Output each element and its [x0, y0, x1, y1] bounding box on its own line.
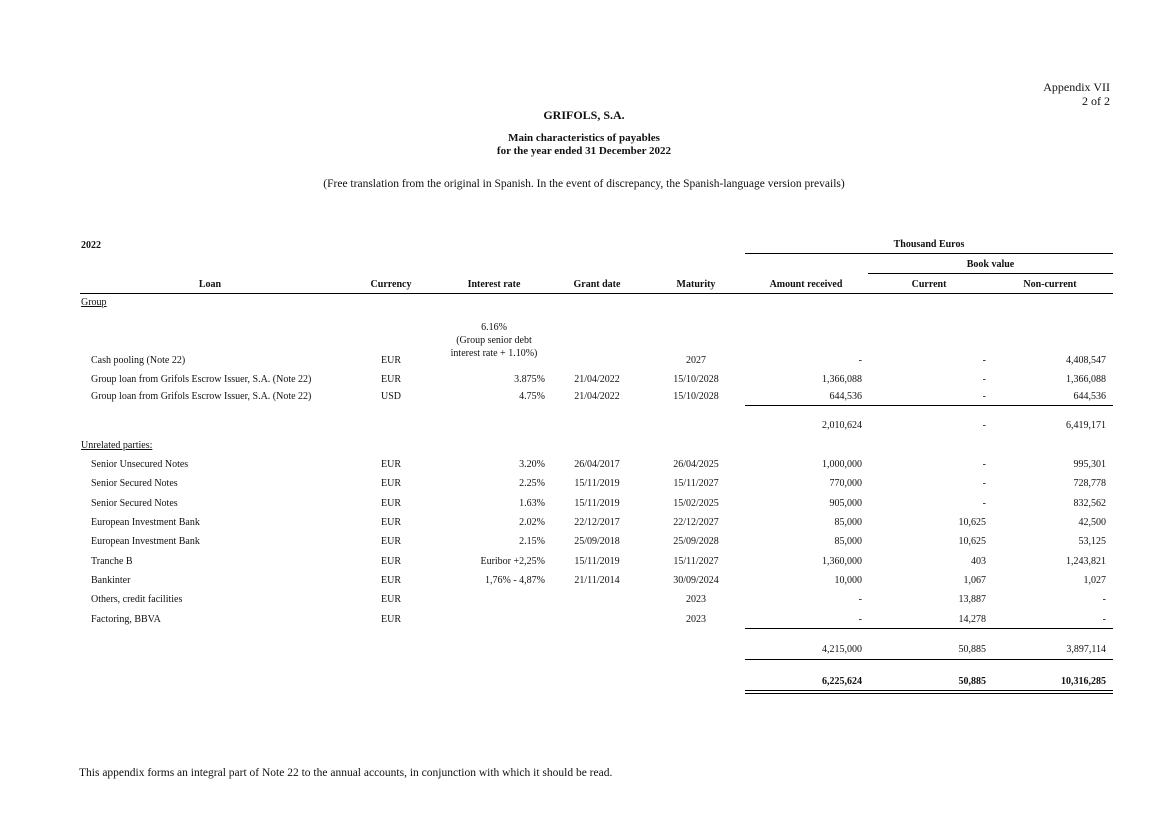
table-row: [0, 459, 1168, 473]
col-current: Current: [911, 279, 947, 290]
loan-name: Cash pooling (Note 22): [91, 355, 186, 366]
table-row: [0, 594, 1168, 608]
amount-received: 10,000: [834, 575, 862, 586]
unrelated-total-row: [0, 644, 1168, 658]
grant-date: 15/11/2019: [574, 556, 620, 567]
rate-line: 6.16%: [481, 322, 507, 333]
table-row: [0, 478, 1168, 492]
interest-rate: 2.25%: [519, 478, 545, 489]
current-value: 403: [971, 556, 986, 567]
interest-rate: 4.75%: [519, 391, 545, 402]
currency: EUR: [381, 536, 401, 547]
rate-line: (Group senior debt: [456, 335, 532, 346]
interest-rate: Euribor +2,25%: [480, 556, 545, 567]
grant-date: 21/04/2022: [574, 391, 620, 402]
table-row: [0, 556, 1168, 570]
maturity: 30/09/2024: [673, 575, 719, 586]
amount-received: 1,366,088: [822, 374, 862, 385]
company-name: GRIFOLS, S.A.: [543, 108, 625, 122]
loan-name: Senior Secured Notes: [91, 478, 178, 489]
col-maturity: Maturity: [676, 279, 716, 290]
footer-note: This appendix forms an integral part of Note 22 to the annual accounts, in conjunction with which it should be read.: [79, 767, 613, 779]
non-current-value: 53,125: [1078, 536, 1106, 547]
loan-name: Factoring, BBVA: [91, 614, 161, 625]
currency: EUR: [381, 614, 401, 625]
table-row: [0, 575, 1168, 589]
currency: EUR: [381, 517, 401, 528]
table-row: [0, 374, 1168, 388]
grant-date: 15/11/2019: [574, 498, 620, 509]
interest-rate: 1,76% - 4,87%: [485, 575, 545, 586]
amount-received: 1,360,000: [822, 556, 862, 567]
current-value: 10,625: [958, 536, 986, 547]
non-current-value: 995,301: [1073, 459, 1106, 470]
non-current-value: 1,366,088: [1066, 374, 1106, 385]
currency: EUR: [381, 594, 401, 605]
col-amount-received: Amount received: [769, 279, 843, 290]
current-value: 10,625: [958, 517, 986, 528]
loan-name: European Investment Bank: [91, 536, 200, 547]
document-title: [0, 132, 1168, 158]
unrelated-total-amount: 4,215,000: [822, 644, 862, 655]
unit-rule: [745, 253, 1113, 254]
grant-date: 22/12/2017: [574, 517, 620, 528]
col-grant-date: Grant date: [573, 279, 621, 290]
grant-date: 26/04/2017: [574, 459, 620, 470]
translation-note: (Free translation from the original in Spanish. In the event of discrepancy, the Spanish-language version prevails): [323, 178, 845, 190]
table-year: 2022: [81, 240, 101, 251]
col-non-current: Non-current: [1023, 279, 1077, 290]
current-value: -: [982, 498, 986, 509]
current-value: 14,278: [958, 614, 986, 625]
currency: EUR: [381, 374, 401, 385]
grant-date: 25/09/2018: [574, 536, 620, 547]
col-loan: Loan: [198, 279, 222, 290]
interest-rate: 3.20%: [519, 459, 545, 470]
group-total-non-current: 6,419,171: [1066, 420, 1106, 431]
grand-total-top-rule: [745, 659, 1113, 660]
currency: EUR: [381, 355, 401, 366]
unit-header: Thousand Euros: [893, 239, 965, 250]
non-current-value: 1,027: [1083, 575, 1106, 586]
grand-total-row: [0, 676, 1168, 690]
page-number: 2 of 2: [1082, 94, 1110, 108]
maturity: 2023: [686, 594, 706, 605]
amount-received: -: [858, 355, 862, 366]
non-current-value: -: [1102, 614, 1106, 625]
maturity: 15/10/2028: [673, 391, 719, 402]
unrelated-subtotal-rule: [745, 628, 1113, 629]
amount-received: 770,000: [829, 478, 862, 489]
grand-total-non-current: 10,316,285: [1061, 676, 1106, 687]
current-value: -: [982, 391, 986, 402]
interest-rate: 2.15%: [519, 536, 545, 547]
maturity: 15/11/2027: [673, 478, 719, 489]
group-total-row: [0, 420, 1168, 434]
maturity: 15/02/2025: [673, 498, 719, 509]
rate-line: interest rate + 1.10%): [450, 348, 538, 359]
loan-name: Group loan from Grifols Escrow Issuer, S.A. (Note 22): [91, 374, 312, 385]
table-row: [0, 517, 1168, 531]
col-interest-rate: Interest rate: [467, 279, 521, 290]
book-value-rule: [868, 273, 1113, 274]
current-value: -: [982, 459, 986, 470]
amount-received: -: [858, 614, 862, 625]
appendix-number: Appendix VII: [1043, 80, 1110, 94]
header-rule: [80, 293, 1113, 294]
table-row: [0, 536, 1168, 550]
interest-rate: 1.63%: [519, 498, 545, 509]
loan-name: Others, credit facilities: [91, 594, 183, 605]
loan-name: Senior Secured Notes: [91, 498, 178, 509]
loan-name: Bankinter: [91, 575, 131, 586]
currency: USD: [380, 391, 401, 402]
loan-name: Senior Unsecured Notes: [91, 459, 189, 470]
current-value: -: [982, 374, 986, 385]
amount-received: 644,536: [829, 391, 862, 402]
group-total-current: -: [982, 420, 986, 431]
title-line-1: Main characteristics of payables: [508, 132, 660, 144]
amount-received: 85,000: [834, 517, 862, 528]
non-current-value: 832,562: [1073, 498, 1106, 509]
maturity: 15/11/2027: [673, 556, 719, 567]
non-current-value: 4,408,547: [1066, 355, 1106, 366]
currency: EUR: [381, 556, 401, 567]
amount-received: 85,000: [834, 536, 862, 547]
table-row: [0, 391, 1168, 405]
currency: EUR: [381, 498, 401, 509]
appendix-label: [1043, 80, 1110, 108]
table-row: [0, 355, 1168, 369]
unrelated-total-current: 50,885: [958, 644, 986, 655]
amount-received: 1,000,000: [822, 459, 862, 470]
non-current-value: 644,536: [1073, 391, 1106, 402]
maturity: 22/12/2027: [673, 517, 719, 528]
maturity: 26/04/2025: [673, 459, 719, 470]
unrelated-total-non-current: 3,897,114: [1066, 644, 1106, 655]
amount-received: 905,000: [829, 498, 862, 509]
group-total-amount: 2,010,624: [822, 420, 862, 431]
loan-name: Tranche B: [91, 556, 133, 567]
book-value-header: Book value: [966, 259, 1015, 270]
currency: EUR: [381, 575, 401, 586]
group-subtotal-rule: [745, 405, 1113, 406]
non-current-value: 1,243,821: [1066, 556, 1106, 567]
section-group: Group: [81, 297, 107, 308]
interest-rate: 2.02%: [519, 517, 545, 528]
col-currency: Currency: [370, 279, 412, 290]
table-row: [0, 614, 1168, 628]
loan-name: Group loan from Grifols Escrow Issuer, S.A. (Note 22): [91, 391, 312, 402]
current-value: 13,887: [958, 594, 986, 605]
currency: EUR: [381, 459, 401, 470]
grand-total-double-rule: [745, 690, 1113, 694]
current-value: -: [982, 478, 986, 489]
non-current-value: 728,778: [1073, 478, 1106, 489]
interest-rate: 3.875%: [514, 374, 545, 385]
maturity: 2023: [686, 614, 706, 625]
grand-total-amount: 6,225,624: [822, 676, 862, 687]
current-value: 1,067: [963, 575, 986, 586]
amount-received: -: [858, 594, 862, 605]
grant-date: 21/04/2022: [574, 374, 620, 385]
loan-name: European Investment Bank: [91, 517, 200, 528]
non-current-value: 42,500: [1078, 517, 1106, 528]
table-row: [0, 498, 1168, 512]
current-value: -: [982, 355, 986, 366]
grand-total-current: 50,885: [958, 676, 986, 687]
maturity: 2027: [686, 355, 706, 366]
non-current-value: -: [1102, 594, 1106, 605]
maturity: 25/09/2028: [673, 536, 719, 547]
grant-date: 21/11/2014: [574, 575, 620, 586]
section-unrelated-parties: Unrelated parties:: [81, 440, 153, 451]
currency: EUR: [381, 478, 401, 489]
title-line-2: for the year ended 31 December 2022: [496, 145, 672, 157]
maturity: 15/10/2028: [673, 374, 719, 385]
grant-date: 15/11/2019: [574, 478, 620, 489]
